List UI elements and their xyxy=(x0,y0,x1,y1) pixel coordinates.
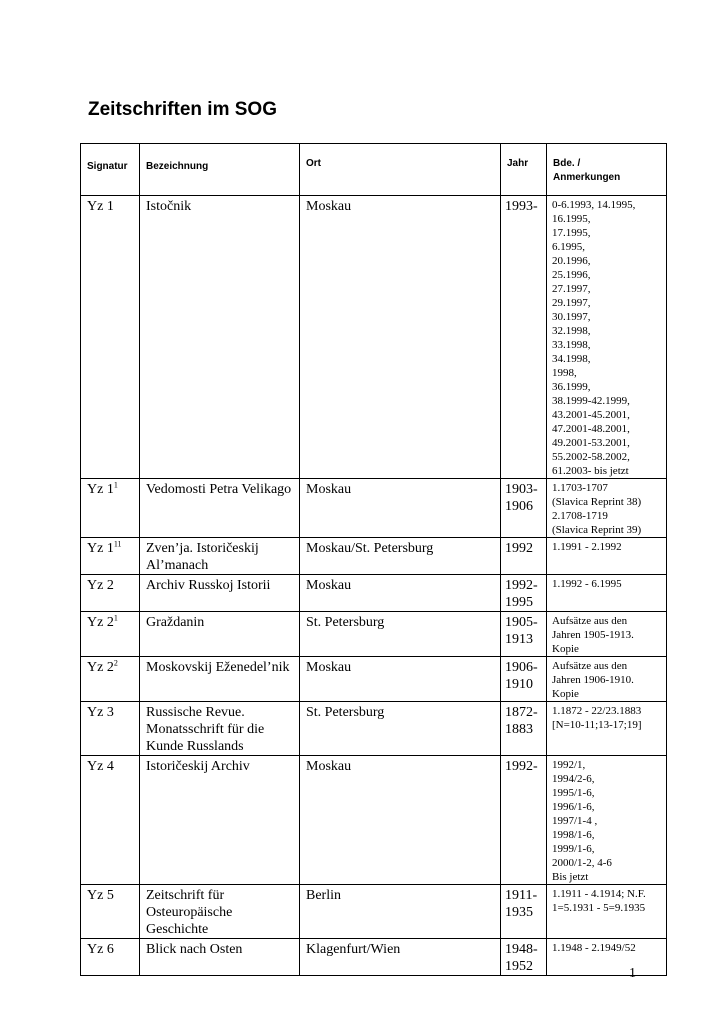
col-header-bde: Bde. / Anmerkungen xyxy=(547,144,667,196)
table-body xyxy=(81,196,667,976)
row-bde-notes: 1992/1, 1994/2-6, 1995/1-6, 1996/1-6, 1997/1-4 , 1998/1-6, 1999/1-6, 2000/1-2, 4-6 Bis jetzt xyxy=(547,756,667,885)
row-bde-notes: 1.1991 - 2.1992 xyxy=(547,538,667,575)
row-signatur xyxy=(81,479,140,538)
row-signatur xyxy=(81,756,140,885)
row-jahr: 1911-1935 xyxy=(501,885,547,939)
periodicals-table xyxy=(80,143,667,976)
table-row xyxy=(81,756,667,885)
row-signatur xyxy=(81,612,140,657)
row-signatur xyxy=(81,538,140,575)
row-bezeichnung: Russische Revue. Monatsschrift für die Kunde Russlands xyxy=(140,702,300,756)
row-bde-notes: Aufsätze aus den Jahren 1905-1913. Kopie xyxy=(547,612,667,657)
table-row xyxy=(81,885,667,939)
row-bezeichnung: Moskovskij Eženedel’nik xyxy=(140,657,300,702)
row-signatur xyxy=(81,575,140,612)
col-header-signatur: Signatur xyxy=(81,144,140,196)
row-bezeichnung: Vedomosti Petra Velikago xyxy=(140,479,300,538)
row-jahr: 1903-1906 xyxy=(501,479,547,538)
table-row xyxy=(81,702,667,756)
signatur-text: Yz 2 xyxy=(87,660,114,675)
page-title: Zeitschriften im SOG xyxy=(88,99,277,120)
row-bde-notes: 1.1911 - 4.1914; N.F. 1=5.1931 - 5=9.1935 xyxy=(547,885,667,939)
row-signatur xyxy=(81,885,140,939)
signatur-text: Yz 2 xyxy=(87,578,114,593)
row-ort: Klagenfurt/Wien xyxy=(300,939,501,976)
row-bezeichnung: Archiv Russkoj Istorii xyxy=(140,575,300,612)
row-bezeichnung: Graždanin xyxy=(140,612,300,657)
row-jahr: 1992- xyxy=(501,756,547,885)
row-bezeichnung: Zeitschrift für Osteuropäische Geschichte xyxy=(140,885,300,939)
signatur-text: Yz 1 xyxy=(87,482,114,497)
row-bde-notes: 1.1992 - 6.1995 xyxy=(547,575,667,612)
row-ort: Moskau xyxy=(300,756,501,885)
row-bde-notes: 0-6.1993, 14.1995, 16.1995, 17.1995, 6.1995, 20.1996, 25.1996, 27.1997, 29.1997, 30.1997, 32.1998, 33.1998, 34.1998, 1998, 36.1999, 38.1999-42.1999, 43.2001-45.2001, 47.2001-48.2001, 49.2001-53.2001, 55.2002-58.2002, 61.2003- bis jetzt xyxy=(547,196,667,479)
row-ort: Moskau xyxy=(300,575,501,612)
row-bde-notes: 1.1872 - 22/23.1883 [N=10-11;13-17;19] xyxy=(547,702,667,756)
row-ort: St. Petersburg xyxy=(300,702,501,756)
row-ort: St. Petersburg xyxy=(300,612,501,657)
row-jahr: 1905-1913 xyxy=(501,612,547,657)
signatur-superscript: 2 xyxy=(113,658,118,668)
signatur-superscript: 1 xyxy=(113,613,118,623)
table-row xyxy=(81,538,667,575)
row-bezeichnung: Istočnik xyxy=(140,196,300,479)
page-number: 1 xyxy=(629,966,636,981)
table-header-row xyxy=(81,144,667,196)
row-signatur xyxy=(81,939,140,976)
col-header-jahr: Jahr xyxy=(501,144,547,196)
signatur-text: Yz 2 xyxy=(87,615,114,630)
signatur-text: Yz 4 xyxy=(87,759,114,774)
row-jahr: 1992 xyxy=(501,538,547,575)
row-signatur xyxy=(81,657,140,702)
row-jahr: 1872-1883 xyxy=(501,702,547,756)
row-bde-notes: 1.1703-1707 (Slavica Reprint 38) 2.1708-1719 (Slavica Reprint 39) xyxy=(547,479,667,538)
row-bezeichnung: Istoričeskij Archiv xyxy=(140,756,300,885)
row-bde-notes: Aufsätze aus den Jahren 1906-1910. Kopie xyxy=(547,657,667,702)
row-signatur xyxy=(81,196,140,479)
col-header-bezeichnung: Bezeichnung xyxy=(140,144,300,196)
signatur-text: Yz 5 xyxy=(87,888,114,903)
row-jahr: 1906-1910 xyxy=(501,657,547,702)
signatur-text: Yz 3 xyxy=(87,705,114,720)
row-ort: Moskau/St. Petersburg xyxy=(300,538,501,575)
row-bezeichnung: Zven’ja. Istoričeskij Al’manach xyxy=(140,538,300,575)
signatur-superscript: 11 xyxy=(113,539,122,549)
table-row xyxy=(81,479,667,538)
row-bde-notes: 1.1948 - 2.1949/52 xyxy=(547,939,667,976)
table-row xyxy=(81,196,667,479)
signatur-text: Yz 1 xyxy=(87,541,114,556)
row-signatur xyxy=(81,702,140,756)
row-ort: Moskau xyxy=(300,657,501,702)
row-ort: Berlin xyxy=(300,885,501,939)
row-ort: Moskau xyxy=(300,196,501,479)
row-jahr: 1993- xyxy=(501,196,547,479)
signatur-text: Yz 6 xyxy=(87,942,114,957)
signatur-superscript: 1 xyxy=(113,480,118,490)
row-jahr: 1992-1995 xyxy=(501,575,547,612)
table-row xyxy=(81,657,667,702)
signatur-text: Yz 1 xyxy=(87,199,114,214)
table-row xyxy=(81,612,667,657)
row-jahr: 1948-1952 xyxy=(501,939,547,976)
row-bezeichnung: Blick nach Osten xyxy=(140,939,300,976)
table-row xyxy=(81,575,667,612)
col-header-ort: Ort xyxy=(300,144,501,196)
row-ort: Moskau xyxy=(300,479,501,538)
table-row xyxy=(81,939,667,976)
